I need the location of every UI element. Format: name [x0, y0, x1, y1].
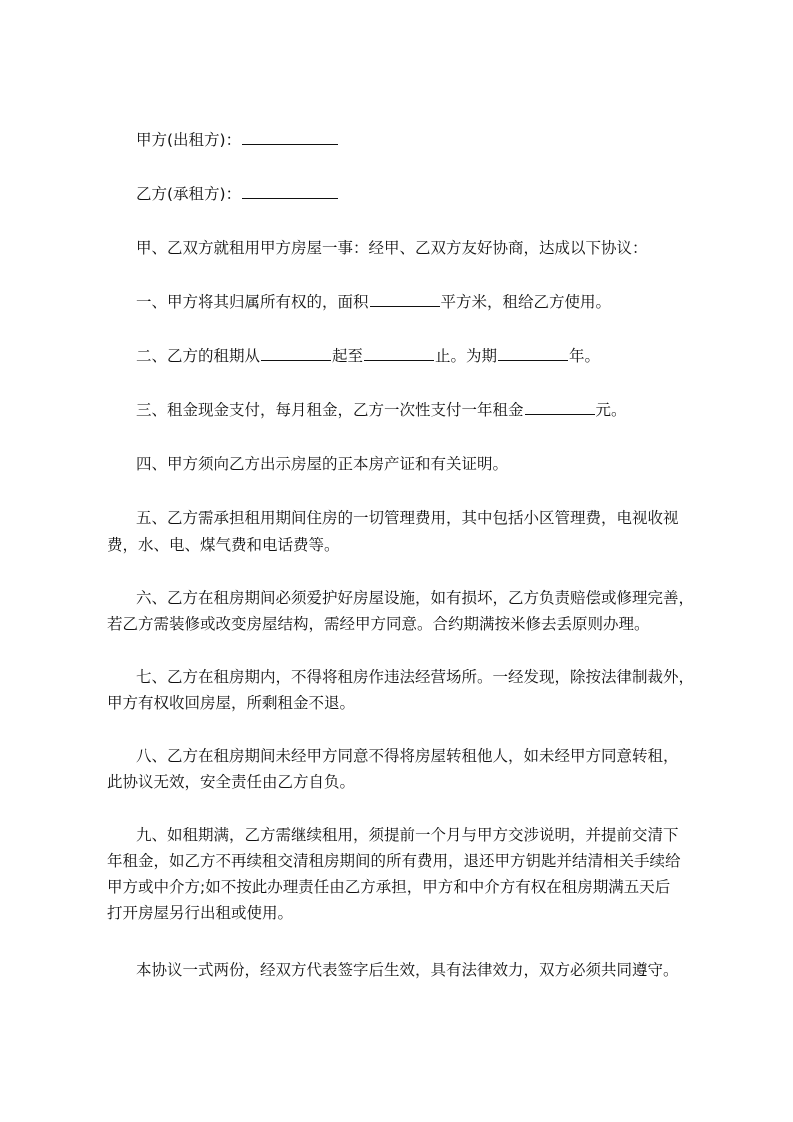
clause-4: 四、甲方须向乙方出示房屋的正本房产证和有关证明。 — [136, 455, 509, 473]
clause-8-line-2: 此协议无效，安全责任由乙方自负。 — [107, 773, 356, 791]
area-blank[interactable] — [370, 291, 440, 307]
party-b-line — [136, 181, 696, 207]
clause-2-part1: 二、乙方的租期从 — [136, 347, 261, 365]
clause-2-part3: 止。为期 — [435, 347, 498, 365]
clause-2-part4: 年。 — [569, 347, 601, 365]
clause-9-line-4: 打开房屋另行出租或使用。 — [107, 904, 294, 922]
clause-1-before: 一、甲方将其归属所有权的，面积 — [136, 293, 369, 311]
clause-1 — [136, 289, 696, 315]
clause-5-line-2: 费，水、电、煤气费和电话费等。 — [107, 536, 340, 554]
clause-3 — [136, 397, 696, 423]
clause-3-before: 三、租金现金支付，每月租金，乙方一次性支付一年租金 — [136, 401, 524, 419]
closing-paragraph: 本协议一式两份，经双方代表签字后生效，具有法律效力，双方必须共同遵守。 — [136, 961, 679, 979]
party-a-label: 甲方(出租方)： — [136, 131, 242, 149]
intro-paragraph: 甲、乙双方就租用甲方房屋一事：经甲、乙双方友好协商，达成以下协议： — [136, 239, 648, 257]
party-a-blank[interactable] — [242, 129, 338, 145]
clause-6-line-2: 若乙方需装修或改变房屋结构，需经甲方同意。合约期满按米修去丢原则办理。 — [107, 615, 650, 633]
clause-8-line-1: 八、乙方在租房期间未经甲方同意不得将房屋转租他人，如未经甲方同意转租， — [136, 747, 679, 765]
clause-9-line-3: 甲方或中介方;如不按此办理责任由乙方承担，甲方和中介方有权在租房期满五天后 — [107, 878, 671, 896]
clause-5-line-1: 五、乙方需承担租用期间住房的一切管理费用，其中包括小区管理费，电视收视 — [136, 509, 679, 527]
clause-9-line-2: 年租金，如乙方不再续租交清租房期间的所有费用，退还甲方钥匙并结清相关手续给 — [107, 852, 681, 870]
clause-7-line-1: 七、乙方在租房期内，不得将租房作违法经营场所。一经发现，除按法律制裁外， — [136, 668, 695, 686]
clause-2-part2: 起至 — [332, 347, 364, 365]
party-b-blank[interactable] — [242, 183, 338, 199]
start-date-blank[interactable] — [261, 345, 331, 361]
clause-2 — [136, 343, 696, 369]
clause-7-line-2: 甲方有权收回房屋，所剩租金不退。 — [107, 694, 356, 712]
clause-3-after: 元。 — [595, 401, 627, 419]
clause-6-line-1: 六、乙方在租房期间必须爱护好房屋设施，如有损坏，乙方负责赔偿或修理完善， — [136, 589, 695, 607]
annual-rent-blank[interactable] — [525, 399, 595, 415]
end-date-blank[interactable] — [364, 345, 434, 361]
party-a-line — [136, 127, 696, 153]
clause-1-after: 平方米，租给乙方使用。 — [440, 293, 612, 311]
party-b-label: 乙方(承租方)： — [136, 185, 242, 203]
clause-9-line-1: 九、如租期满，乙方需继续租用，须提前一个月与甲方交涉说明，并提前交清下 — [136, 826, 679, 844]
term-years-blank[interactable] — [498, 345, 568, 361]
